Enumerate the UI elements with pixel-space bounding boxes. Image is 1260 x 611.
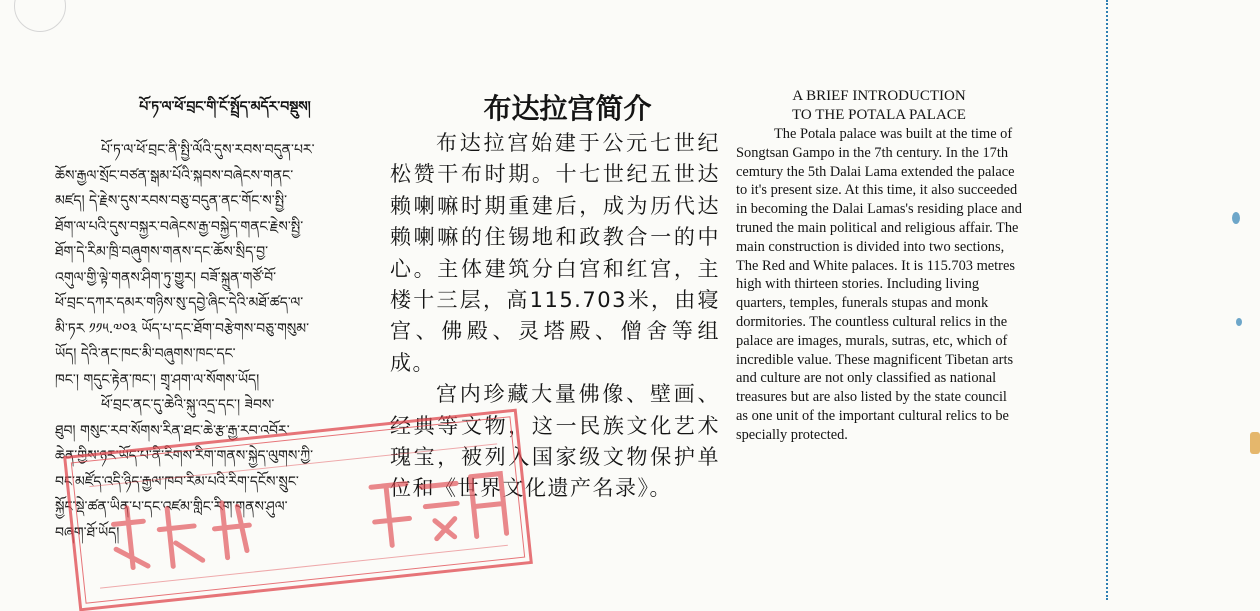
tibetan-line: ཐོག་དེ་རིམ་ཁྲི་བཞུགས་གནས་དང་ཆོས་སྲིད་བྱ་ — [55, 244, 269, 260]
tibetan-line: ཐུབ། གསུང་རབ་སོགས་རིན་ཐང་ཆེ་རྩ་རྒྱ་རབ་འབོར་ — [55, 422, 290, 439]
english-column — [736, 87, 1022, 445]
chinese-paragraph-1: 布达拉宫始建于公元七世纪松赞干布时期。十七世纪五世达赖喇嘛时期重建后，成为历代达赖喇嘛的住锡地和政教合一的中心。主体建筑分白宫和红宫，主楼十三层，高115.703米，由寝宫、佛殿、灵塔殿、僧舍等组成。 — [390, 131, 720, 375]
english-title-line-1: A BRIEF INTRODUCTION — [792, 88, 966, 104]
perforation-line — [1106, 0, 1108, 600]
tibetan-line: མི་ཏར ༡༡༥.༧༠༣ ཡོད་པ་དང་ཐོག་བརྩེགས་བཅུ་གསུམ་ — [55, 320, 310, 337]
ink-speck — [1232, 212, 1240, 224]
tibetan-line: བཞག་ཐོ་ཡོད། — [55, 524, 120, 541]
tibetan-line: མཛད། དེ་རྗེས་དུས་རབས་བཅུ་བདུན་ནང་གོང་ས་སྤྱི་ — [55, 193, 288, 209]
english-title-line-2: TO THE POTALA PALACE — [792, 107, 966, 123]
tibetan-line: ཡོད། དེའི་ནང་ཁང་མི་བཞུགས་ཁང་དང་ — [55, 346, 236, 362]
tibetan-line: ཁང་། གདུང་རྟེན་ཁང་། གྲྭ་ཤག་ལ་སོགས་ཡོད། — [55, 371, 260, 388]
ink-speck — [1236, 318, 1242, 326]
tab-edge-mark — [1250, 432, 1260, 454]
chinese-title: 布达拉宫简介 — [483, 92, 652, 125]
tibetan-line: འགུལ་གྱི་ལྟེ་གནས་ཤིག་ཏུ་གྱུར། བཟོ་སྐྲུན་གཙོ་བོ་ — [55, 269, 277, 286]
english-body: The Potala palace was built at the time of Songtsan Gampo in the 7th century. In the 17th cemtury the 5th Dalai Lama extended the palace to it's present size. At this time, it also succeeded in becoming the Dalai Lamas's residing place and truned the main political and religious affair. The main construction is divided into two sections, The Red and White palaces. It is 115.703 metres high with thirteen stories. Including living quarters, temples, funerals stupas and monk dormitories. The countless cultural relics in the palace are images, murals, sutras, etc, which of incredible value. These magnificent Tibetan arts and culture are not only classified as national treasures but are also listed by the state council as one unit of the important cultural relics to be specially protected. — [736, 126, 1022, 443]
corner-punch-mark — [14, 0, 66, 32]
tibetan-line: པོ་ཏ་ལ་ཕོ་བྲང་ནི་སྤྱི་ལོའི་དུས་རབས་བདུན་པར་ — [101, 142, 315, 158]
tibetan-line: ཐོག་ལ་པའི་དུས་བསྐྱར་བཞེངས་རྒྱ་བསྐྱེད་གནང་རྗེས་སྤྱི་ — [55, 218, 304, 235]
tibetan-line: ཆོས་རྒྱལ་སྲོང་བཙན་སྒམ་པོའི་སྐབས་བཞེངས་གནང་ — [55, 167, 294, 184]
tibetan-line: བང་མཛོད་འདི་ཉིད་རྒྱལ་ཁབ་རིམ་པའི་རིག་དངོས་སྲུང་ — [55, 473, 299, 490]
tibetan-line: ཕོ་བྲང་ནང་དུ་ཆེའི་སྐུ་འདྲ་དང་། ཟེབས་ — [101, 397, 275, 413]
tibetan-line: སྐྱོང་སྡེ་ཚན་ཡིན་པ་དང་འཛམ་གླིང་རིག་གནས་ཤུལ་ — [55, 499, 288, 515]
tibetan-title: པོ་ཏ་ལ་ཕོ་བྲང་གི་ངོ་སྤྲོད་མདོར་བསྡུས། — [139, 99, 311, 115]
tibetan-line: ཕོ་བྲང་དཀར་དམར་གཉིས་སུ་དབྱེ་ཞིང་དེའི་མཐོ་ཚད་ལ་ — [55, 295, 304, 311]
chinese-paragraph-2: 宫内珍藏大量佛像、壁画、经典等文物，这一民族文化艺术瑰宝，被列入国家级文物保护单位和《世界文化遗产名录》。 — [390, 382, 720, 501]
tibetan-line: ཆེན་གྱིས་ཉར་ཡོད་པ་ནི་རིགས་རིག་གནས་སྐྱེད་ལུགས་ཀྱི་ — [55, 448, 314, 464]
